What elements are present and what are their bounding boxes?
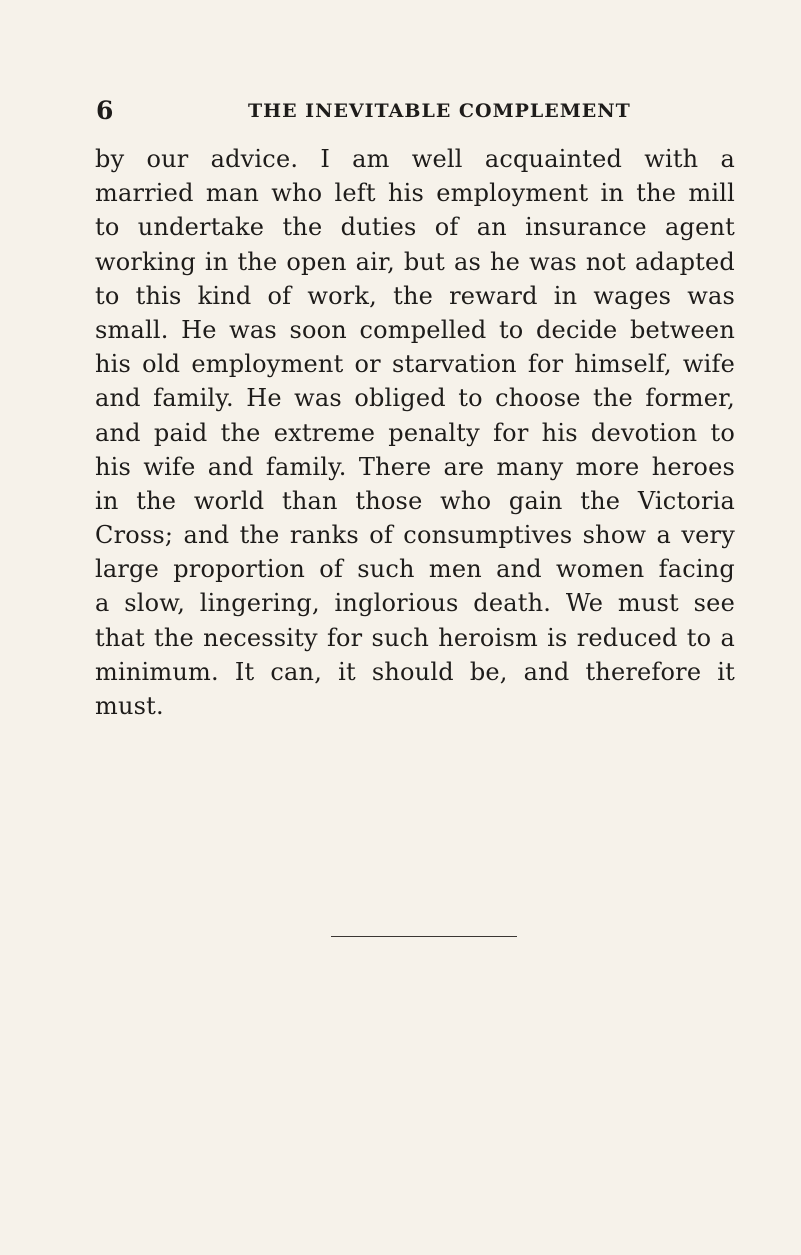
text-line: his old employment or starvation for himself, wife (95, 350, 735, 379)
text-line: by our advice. I am well acquainted with a (95, 145, 735, 173)
text-line: to this kind of work, the reward in wages was (95, 281, 735, 310)
text-line: small. He was soon compelled to decide between (95, 315, 735, 344)
text-line: his wife and family. There are many more heroes (95, 452, 735, 481)
section-rule (331, 936, 517, 937)
text-line: Cross; and the ranks of consumptives show a very (95, 521, 735, 550)
text-line: minimum. It can, it should be, and therefore it (95, 657, 735, 686)
text-line: and family. He was obliged to choose the former, (95, 384, 735, 413)
running-head (96, 96, 706, 126)
text-line: that the necessity for such heroism is reduced to a (95, 623, 735, 652)
running-title: THE INEVITABLE COMPLEMENT (248, 100, 631, 122)
body-text (95, 142, 735, 723)
text-line: married man who left his employment in the mill (95, 179, 735, 208)
text-line-last: must. (95, 692, 164, 720)
text-line: a slow, lingering, inglorious death. We must see (95, 589, 735, 618)
text-line: large proportion of such men and women facing (95, 555, 735, 584)
page-number: 6 (96, 96, 114, 125)
text-line: working in the open air, but as he was not adapted (95, 247, 735, 276)
text-line: and paid the extreme penalty for his devotion to (95, 418, 735, 447)
text-line: to undertake the duties of an insurance agent (95, 213, 735, 242)
text-line: in the world than those who gain the Victoria (95, 486, 735, 515)
